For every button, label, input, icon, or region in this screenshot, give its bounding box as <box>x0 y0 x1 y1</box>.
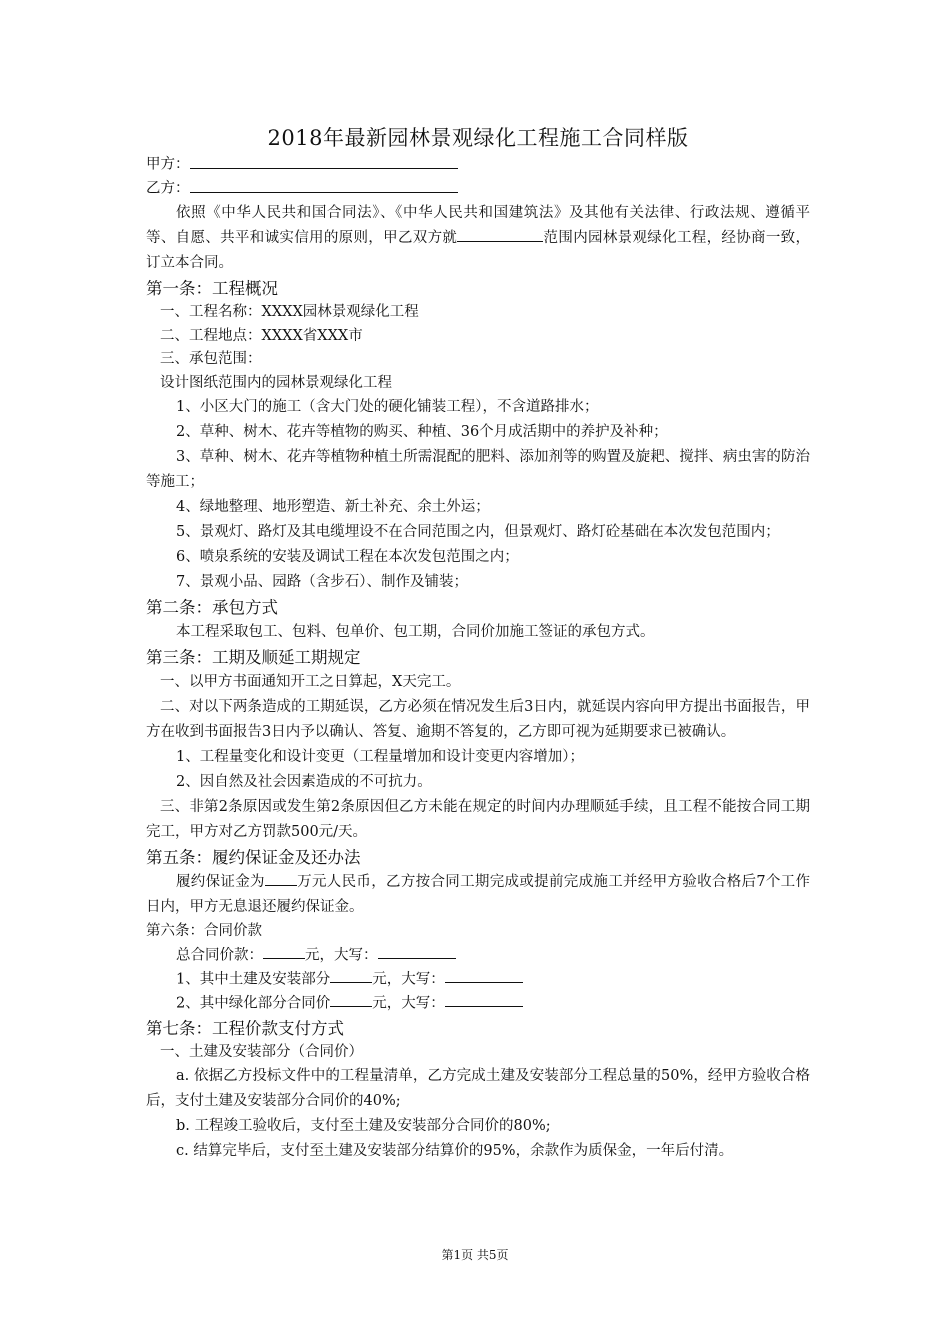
green-price-words-blank <box>445 992 523 1008</box>
intro-text-2: 范围内园林景观绿化工程，经协商一致，订立本合同。 <box>146 230 811 271</box>
party-a-label: 甲方： <box>146 156 190 173</box>
party-a-line <box>146 153 810 177</box>
scope-item: 6、喷泉系统的安装及调试工程在本次发包范围之内； <box>176 549 519 565</box>
document-body <box>146 124 810 1164</box>
article-7-heading: 第七条：工程价款支付方式 <box>146 1018 344 1038</box>
green-price-blank <box>330 992 372 1008</box>
delay-reason-1: 1、工程量变化和设计变更（工程量增加和设计变更内容增加）； <box>176 749 584 765</box>
payment-clause-b: b. 工程竣工验收后，支付至土建及安装部分合同价的80%; <box>176 1118 551 1134</box>
scope-item: 2、草种、树木、花卉等植物的购买、种植、36个月成活期中的养护及补种； <box>176 424 668 440</box>
page-footer: 第1页 共5页 <box>441 1248 509 1262</box>
payment-subheading: 一、土建及安装部分（合同价） <box>160 1043 363 1060</box>
total-price-unit: 元，大写： <box>305 947 378 963</box>
article-1-heading: 第一条：工程概况 <box>146 279 278 298</box>
party-b-label: 乙方： <box>146 180 190 197</box>
intro-paragraph <box>146 201 810 276</box>
scope-item: 7、景观小品、园路（含步石）、制作及铺装； <box>176 574 468 590</box>
party-b-line <box>146 177 810 201</box>
contract-scope-text: 设计图纸范围内的园林景观绿化工程 <box>160 374 392 391</box>
civil-price-blank <box>330 968 372 984</box>
article-3-heading: 第三条：工期及顺延工期规定 <box>146 648 361 667</box>
contract-scope-label: 三、承包范围： <box>160 351 262 367</box>
party-b-blank <box>190 177 458 193</box>
article-5-heading: 第五条：履约保证金及还办法 <box>146 848 361 867</box>
total-price-label: 总合同价款： <box>176 947 263 963</box>
payment-clause-c: c. 结算完毕后，支付至土建及安装部分结算价的95%，余款作为质保金，一年后付清。 <box>176 1143 734 1159</box>
intro-text-1: 依照《中华人民共和国合同法》、《中华人民共和国建筑法》及其他有关法律、行政法规、遵循平等、自愿、共平和诚实信用的原则，甲乙双方就 <box>146 205 810 246</box>
civil-price-line <box>146 968 810 992</box>
payment-clause-a: a. 依据乙方投标文件中的工程量清单，乙方完成土建及安装部分工程总量的50%，经甲方验收合格后，支付土建及安装部分合同价的40%; <box>146 1068 810 1109</box>
scope-blank <box>457 227 543 243</box>
page-title: 2018年最新园林景观绿化工程施工合同样版 <box>267 126 689 150</box>
civil-price-words-blank <box>445 968 523 984</box>
civil-price-label: 1、其中土建及安装部分 <box>176 971 331 987</box>
total-price-blank <box>263 944 305 960</box>
green-price-unit: 元，大写： <box>372 995 445 1011</box>
civil-price-unit: 元，大写： <box>372 971 445 987</box>
bond-text-1: 履约保证金为 <box>176 874 265 890</box>
scope-item: 5、景观灯、路灯及其电缆埋设不在合同范围之内，但景观灯、路灯砼基础在本次发包范围内； <box>176 524 780 540</box>
contract-method-text: 本工程采取包工、包料、包单价、包工期，合同价加施工签证的承包方式。 <box>176 624 655 640</box>
green-price-line <box>146 992 810 1016</box>
total-price-line <box>146 944 810 968</box>
total-price-words-blank <box>378 944 456 960</box>
article-6-heading: 第六条：合同价款 <box>146 923 262 939</box>
schedule-clause-1: 一、以甲方书面通知开工之日算起，X天完工。 <box>160 674 461 690</box>
project-location: 二、工程地点：XXXX省XXX市 <box>160 327 363 344</box>
performance-bond-text <box>146 870 810 920</box>
delay-reason-2: 2、因自然及社会因素造成的不可抗力。 <box>176 774 432 790</box>
party-a-blank <box>190 153 458 169</box>
bond-text-2: 万元人民币，乙方按合同工期完成或提前完成施工并经甲方验收合格后7个工作日内，甲方无息退还履约保证金。 <box>146 874 810 915</box>
schedule-clause-3: 三、非第2条原因或发生第2条原因但乙方未能在规定的时间内办理顺延手续，且工程不能按合同工期完工，甲方对乙方罚款500元/天。 <box>146 799 810 840</box>
bond-amount-blank <box>265 871 297 887</box>
article-2-heading: 第二条：承包方式 <box>146 598 278 617</box>
scope-item: 3、草种、树木、花卉等植物种植土所需混配的肥料、添加剂等的购置及旋耙、搅拌、病虫害的防治等施工； <box>146 449 810 490</box>
scope-item: 4、绿地整理、地形塑造、新土补充、余土外运； <box>176 499 490 515</box>
project-name: 一、工程名称：XXXX园林景观绿化工程 <box>160 304 419 320</box>
schedule-clause-2: 二、对以下两条造成的工期延误，乙方必须在情况发生后3日内，就延误内容向甲方提出书面报告，甲方在收到书面报告3日内予以确认、答复、逾期不答复的，乙方即可视为延期要求已被确认。 <box>146 699 810 740</box>
green-price-label: 2、其中绿化部分合同价 <box>176 995 331 1011</box>
scope-item: 1、小区大门的施工（含大门处的硬化铺装工程），不含道路排水； <box>176 399 599 415</box>
